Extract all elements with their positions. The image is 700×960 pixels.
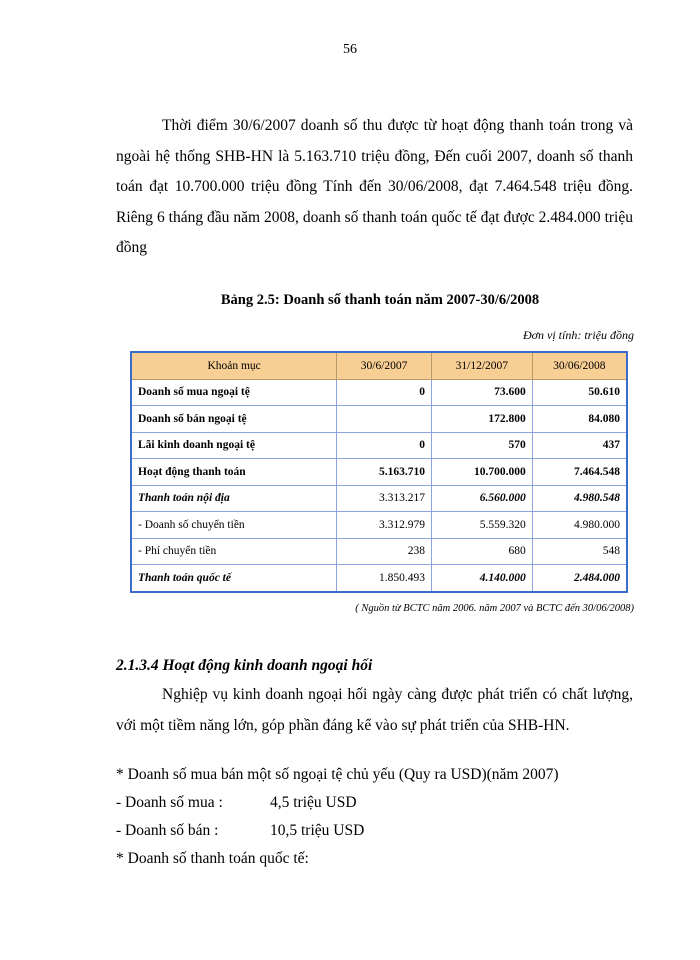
header-date-2: 31/12/2007 [431, 352, 532, 379]
header-item: Khoản mục [131, 352, 337, 379]
table-row [131, 379, 627, 406]
cell-value: 6.560.000 [431, 485, 532, 512]
cell-value [337, 406, 432, 433]
cell-value: 548 [532, 538, 627, 565]
cell-value: 2.484.000 [532, 565, 627, 592]
cell-value: 5.163.710 [337, 459, 432, 486]
intl-payment-heading: * Doanh số thanh toán quốc tế: [116, 850, 309, 867]
sell-revenue-value: 10,5 triệu USD [270, 822, 365, 839]
cell-value: 84.080 [532, 406, 627, 433]
row-label: Doanh số bán ngoại tệ [131, 406, 337, 433]
row-label: Thanh toán nội địa [131, 485, 337, 512]
cell-value: 73.600 [431, 379, 532, 406]
row-label: Hoạt động thanh toán [131, 459, 337, 486]
cell-value: 1.850.493 [337, 565, 432, 592]
table-row [131, 459, 627, 486]
table-row [131, 432, 627, 459]
paragraph-payment-revenue: Thời điểm 30/6/2007 doanh số thu được từ hoạt động thanh toán trong và ngoài hệ thống SHB-HN là 5.163.710 triệu đồng, Đến cuối 2007, doanh số thanh toán đạt 10.700.000 triệu đồng Tính đến 30/06/2008, đạt 7.464.548 triệu đồng. Riêng 6 tháng đầu năm 2008, doanh số thanh toán quốc tế đạt được 2.484.000 triệu đồng [116, 117, 633, 256]
cell-value: 3.313.217 [337, 485, 432, 512]
row-label: - Doanh số chuyển tiền [131, 512, 337, 539]
table-row [131, 565, 627, 592]
buy-revenue-value: 4,5 triệu USD [270, 794, 357, 811]
row-label: Lãi kinh doanh ngoại tệ [131, 432, 337, 459]
table-row [131, 512, 627, 539]
fx-revenue-heading: * Doanh số mua bán một số ngoại tệ chủ yếu (Quy ra USD)(năm 2007) [116, 766, 559, 783]
cell-value: 4.140.000 [431, 565, 532, 592]
header-date-3: 30/06/2008 [532, 352, 627, 379]
row-label: Thanh toán quốc tế [131, 565, 337, 592]
cell-value: 5.559.320 [431, 512, 532, 539]
cell-value: 0 [337, 379, 432, 406]
table-header-row [131, 352, 627, 379]
cell-value: 238 [337, 538, 432, 565]
unit-note: Đơn vị tính: triệu đồng [522, 328, 634, 342]
cell-value: 10.700.000 [431, 459, 532, 486]
cell-value: 4.980.000 [532, 512, 627, 539]
table-row [131, 485, 627, 512]
row-label: Doanh số mua ngoại tệ [131, 379, 337, 406]
header-date-1: 30/6/2007 [337, 352, 432, 379]
payment-revenue-table [130, 351, 628, 593]
cell-value: 437 [532, 432, 627, 459]
table-row [131, 406, 627, 433]
cell-value: 7.464.548 [532, 459, 627, 486]
section-heading: 2.1.3.4 Hoạt động kinh doanh ngoại hối [116, 657, 373, 674]
page-number: 56 [343, 42, 357, 57]
cell-value: 172.800 [431, 406, 532, 433]
source-note: ( Nguồn từ BCTC năm 2006. năm 2007 và BCTC đến 30/06/2008) [355, 603, 634, 614]
sell-revenue-label: - Doanh số bán : [116, 822, 219, 839]
row-label: - Phí chuyển tiền [131, 538, 337, 565]
cell-value: 4.980.548 [532, 485, 627, 512]
table-title: Bảng 2.5: Doanh số thanh toán năm 2007-30/6/2008 [220, 292, 540, 308]
table-row [131, 538, 627, 565]
cell-value: 3.312.979 [337, 512, 432, 539]
cell-value: 50.610 [532, 379, 627, 406]
cell-value: 680 [431, 538, 532, 565]
cell-value: 570 [431, 432, 532, 459]
buy-revenue-label: - Doanh số mua : [116, 794, 223, 811]
paragraph-fx-business: Nghiệp vụ kinh doanh ngoại hối ngày càng được phát triển có chất lượng, với một tiềm năng lớn, góp phần đáng kể vào sự phát triển của SHB-HN. [116, 686, 633, 734]
cell-value: 0 [337, 432, 432, 459]
